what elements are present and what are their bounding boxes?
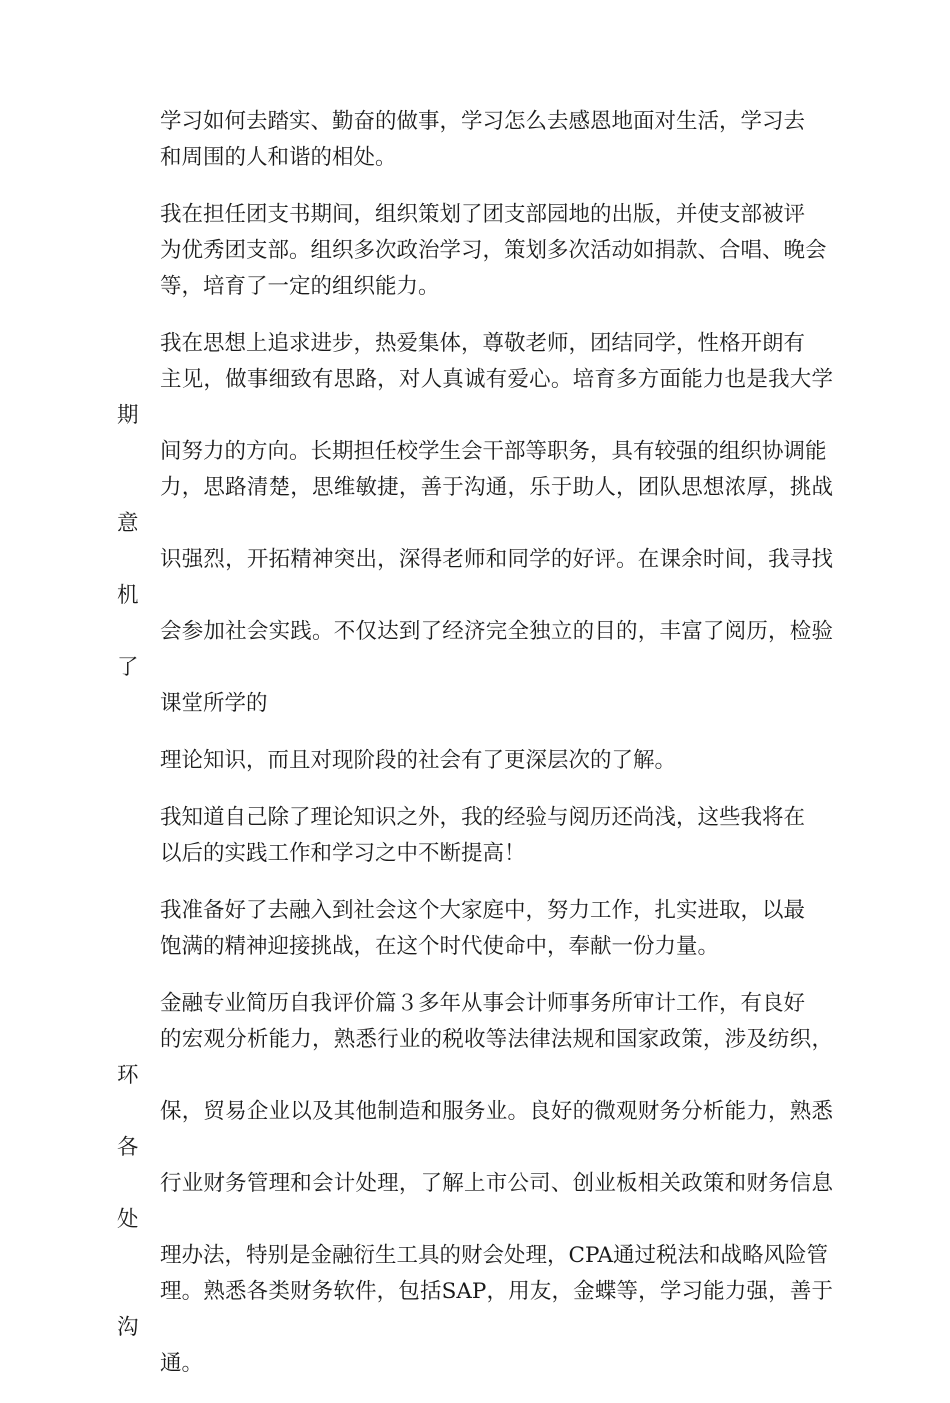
text-line: 和周围的人和谐的相处。 bbox=[160, 145, 397, 170]
document-body bbox=[117, 104, 833, 1403]
paragraph-3 bbox=[117, 326, 833, 722]
text-line: 理论知识，而且对现阶段的社会有了更深层次的了解。 bbox=[160, 748, 677, 773]
text-line: 我知道自己除了理论知识之外，我的经验与阅历还尚浅，这些我将在 bbox=[160, 805, 806, 830]
text-line: 会参加社会实践。不仅达到了经济完全独立的目的，丰富了阅历，检验了 bbox=[117, 619, 833, 680]
paragraph-7 bbox=[117, 986, 833, 1382]
text-line: 我在思想上追求进步，热爱集体，尊敬老师，团结同学，性格开朗有 bbox=[160, 331, 806, 356]
text-line: 金融专业简历自我评价篇３多年从事会计师事务所审计工作，有良好 bbox=[160, 991, 806, 1016]
text-line: 的宏观分析能力，熟悉行业的税收等法律法规和国家政策，涉及纺织，环 bbox=[117, 1027, 833, 1088]
text-line: 以后的实践工作和学习之中不断提高！ bbox=[160, 841, 526, 866]
text-line: 主见，做事细致有思路，对人真诚有爱心。培育多方面能力也是我大学期 bbox=[117, 367, 833, 428]
paragraph-2 bbox=[117, 197, 833, 305]
text-line: 饱满的精神迎接挑战，在这个时代使命中，奉献一份力量。 bbox=[160, 934, 720, 959]
text-line: 我准备好了去融入到社会这个大家庭中，努力工作，扎实进取，以最 bbox=[160, 898, 806, 923]
text-line: 行业财务管理和会计处理，了解上市公司、创业板相关政策和财务信息处 bbox=[117, 1171, 833, 1232]
paragraph-1 bbox=[117, 104, 833, 176]
paragraph-6 bbox=[117, 893, 833, 965]
text-line: 等，培育了一定的组织能力。 bbox=[160, 274, 440, 299]
text-line: 为优秀团支部。组织多次政治学习，策划多次活动如捐款、合唱、晚会 bbox=[160, 238, 827, 263]
paragraph-4 bbox=[117, 743, 833, 779]
text-line: 我在担任团支书期间，组织策划了团支部园地的出版，并使支部被评 bbox=[160, 202, 806, 227]
text-line: 理。熟悉各类财务软件，包括SAP，用友，金蝶等，学习能力强，善于沟 bbox=[117, 1279, 833, 1340]
text-line: 保，贸易企业以及其他制造和服务业。良好的微观财务分析能力，熟悉各 bbox=[117, 1099, 833, 1160]
text-line: 课堂所学的 bbox=[160, 691, 268, 716]
paragraph-5 bbox=[117, 800, 833, 872]
text-line: 理办法，特别是金融衍生工具的财会处理，CPA通过税法和战略风险管 bbox=[160, 1243, 828, 1268]
text-line: 学习如何去踏实、勤奋的做事，学习怎么去感恩地面对生活，学习去 bbox=[160, 109, 806, 134]
text-line: 力，思路清楚，思维敏捷，善于沟通，乐于助人，团队思想浓厚，挑战意 bbox=[117, 475, 833, 536]
text-line: 通。 bbox=[160, 1351, 204, 1376]
text-line: 识强烈，开拓精神突出，深得老师和同学的好评。在课余时间，我寻找机 bbox=[117, 547, 833, 608]
text-line: 间努力的方向。长期担任校学生会干部等职务，具有较强的组织协调能 bbox=[160, 439, 827, 464]
